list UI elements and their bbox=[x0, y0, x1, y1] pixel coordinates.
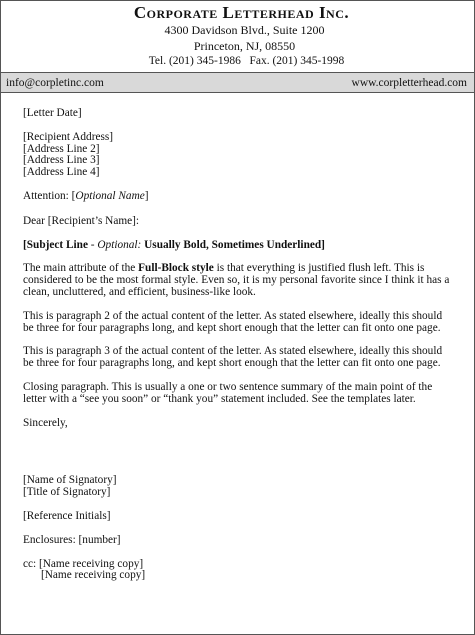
signatory-title: [Title of Signatory] bbox=[23, 486, 111, 499]
spacer bbox=[23, 120, 462, 132]
company-website: www.corpletterhead.com bbox=[351, 77, 467, 89]
company-street-address: 4300 Davidson Blvd., Suite 1200 bbox=[164, 23, 325, 37]
spacer bbox=[23, 406, 462, 418]
company-city-state-zip: Princeton, NJ, 08550 bbox=[193, 38, 296, 53]
signature-space bbox=[23, 429, 462, 475]
subject-optional: Optional: bbox=[97, 238, 142, 251]
valediction: Sincerely, bbox=[23, 416, 68, 429]
cc-line-1: cc: [Name receiving copy] bbox=[23, 557, 144, 570]
subject-rest: Usually Bold, Sometimes Underlined] bbox=[141, 238, 325, 251]
signatory-name: [Name of Signatory] bbox=[23, 474, 117, 487]
body-paragraph-3: This is paragraph 3 of the actual content of the letter. As stated elsewhere, ideally this should be three for four paragraphs long, and kept short enough that the letter can fit onto one page. bbox=[23, 345, 443, 370]
body-paragraph-2: This is paragraph 2 of the actual content of the letter. As stated elsewhere, ideally this should be three for four paragraphs long, and kept short enough that the letter can fit onto one page. bbox=[23, 309, 443, 334]
subject-line bbox=[23, 240, 462, 252]
reference-initials: [Reference Initials] bbox=[23, 509, 111, 522]
contact-bar bbox=[1, 72, 474, 93]
company-phone-fax bbox=[1, 54, 474, 70]
cc-line-2: [Name receiving copy] bbox=[41, 569, 146, 582]
letter-body bbox=[23, 108, 462, 582]
body-paragraph-1 bbox=[23, 263, 453, 298]
spacer bbox=[23, 299, 462, 311]
spacer bbox=[23, 523, 462, 535]
attention-optional: Optional Name bbox=[75, 189, 145, 202]
spacer bbox=[23, 203, 462, 216]
letter-date: [Letter Date] bbox=[23, 107, 82, 119]
address-line-2: [Address Line 2] bbox=[23, 142, 100, 155]
address-line-4: [Address Line 4] bbox=[23, 166, 100, 179]
salutation: Dear [Recipient’s Name]: bbox=[23, 214, 140, 227]
address-line-3: [Address Line 3] bbox=[23, 154, 100, 167]
subject-dash: - bbox=[87, 238, 98, 251]
p1-start: The main attribute of the bbox=[23, 262, 139, 275]
attention-prefix: Attention: [ bbox=[23, 189, 76, 202]
enclosures: Enclosures: [number] bbox=[23, 533, 121, 546]
company-email: info@corpletinc.com bbox=[6, 77, 104, 89]
attention-line bbox=[23, 191, 462, 203]
p1-end: is that everything is justified flush left. This is considered to be the most formal style. Even so, it is my personal favorite since I think it has a clean, uncluttered, and efficient, business-like look. bbox=[23, 262, 450, 298]
closing-paragraph: Closing paragraph. This is usually a one or two sentence summary of the main point of the letter with a “see you soon” or “thank you” statement included. See the templates later. bbox=[23, 380, 433, 405]
letterhead bbox=[1, 1, 474, 71]
spacer bbox=[23, 547, 462, 559]
recipient-address: [Recipient Address] bbox=[23, 130, 114, 143]
attention-suffix: ] bbox=[144, 189, 149, 202]
p1-bold: Full-Block style bbox=[138, 262, 214, 275]
subject-prefix: [Subject Line bbox=[23, 238, 88, 251]
phone-fax-text: Tel. (201) 345-1986 Fax. (201) 345-1998 bbox=[148, 55, 345, 67]
company-name: Corporate Letterhead Inc. bbox=[133, 3, 350, 22]
